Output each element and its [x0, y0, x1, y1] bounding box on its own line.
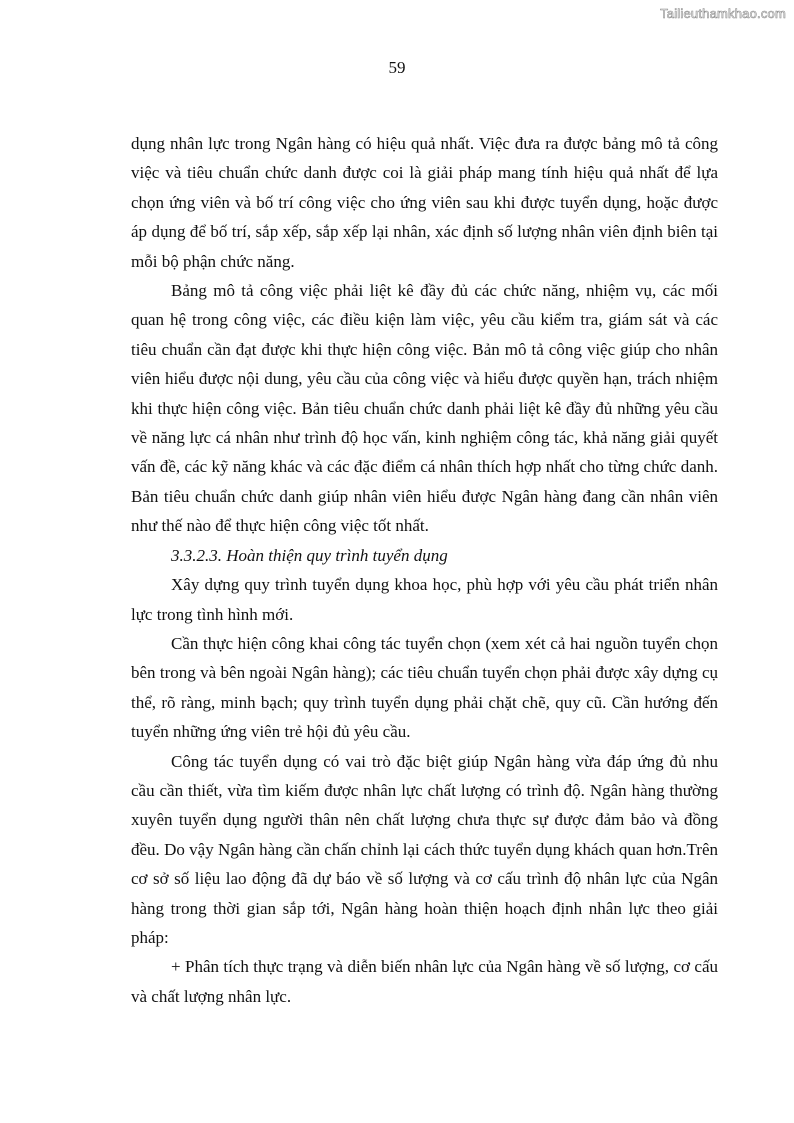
- paragraph-5: Công tác tuyển dụng có vai trò đặc biệt giúp Ngân hàng vừa đáp ứng đủ nhu cầu cần thiết, vừa tìm kiếm được nhân lực chất lượng có trình độ. Ngân hàng thường xuyên tuyển dụng người thân nên chất lượng chưa thực sự được đảm bảo và đồng đều. Do vậy Ngân hàng cần chấn chỉnh lại cách thức tuyển dụng khách quan hơn.Trên cơ sở số liệu lao động đã dự báo về số lượng và cơ cấu trình độ nhân lực của Ngân hàng trong thời gian sắp tới, Ngân hàng hoàn thiện hoạch định nhân lực theo giải pháp:: [131, 751, 718, 947]
- paragraph-4: Cần thực hiện công khai công tác tuyển chọn (xem xét cả hai nguồn tuyển chọn bên trong và bên ngoài Ngân hàng); các tiêu chuẩn tuyển chọn phải được xây dựng cụ thể, rõ ràng, minh bạch; quy trình tuyển dụng phải chặt chẽ, quy cũ. Cần hướng đến tuyển những ứng viên trẻ hội đủ yêu cầu.: [131, 633, 718, 742]
- watermark: Tailieuthamkhao.com: [660, 6, 786, 21]
- paragraph-2: Bảng mô tả công việc phải liệt kê đầy đủ các chức năng, nhiệm vụ, các mối quan hệ trong công việc, các điều kiện làm việc, yêu cầu kiểm tra, giám sát và các tiêu chuẩn cần đạt được khi thực hiện công việc. Bản mô tả công việc giúp cho nhân viên hiểu được nội dung, yêu cầu của công việc và hiểu được quyền hạn, trách nhiệm khi thực hiện công việc. Bản tiêu chuẩn chức danh phải liệt kê đầy đủ những yêu cầu về năng lực cá nhân như trình độ học vấn, kinh nghiệm công tác, khả năng giải quyết vấn đề, các kỹ năng khác và các đặc điểm cá nhân thích hợp nhất cho từng chức danh. Bản tiêu chuẩn chức danh giúp nhân viên hiểu được Ngân hàng đang cần nhân viên như thế nào để thực hiện công việc tốt nhất.: [131, 281, 718, 536]
- document-body: [131, 129, 718, 1011]
- section-heading: 3.3.2.3. Hoàn thiện quy trình tuyển dụng: [171, 545, 448, 565]
- page-number: 59: [388, 58, 406, 77]
- paragraph-3: Xây dựng quy trình tuyển dụng khoa học, phù hợp với yêu cầu phát triển nhân lực trong tình hình mới.: [131, 575, 718, 624]
- paragraph-6: + Phân tích thực trạng và diễn biến nhân lực của Ngân hàng về số lượng, cơ cấu và chất lượng nhân lực.: [131, 957, 718, 1006]
- paragraph-1: dụng nhân lực trong Ngân hàng có hiệu quả nhất. Việc đưa ra được bảng mô tả công việc và tiêu chuẩn chức danh được coi là giải pháp mang tính hiệu quả nhất để lựa chọn ứng viên và bố trí công việc cho ứng viên sau khi được tuyển dụng, hoặc được áp dụng để bố trí, sắp xếp, sắp xếp lại nhân, xác định số lượng nhân viên định biên tại mỗi bộ phận chức năng.: [131, 134, 718, 271]
